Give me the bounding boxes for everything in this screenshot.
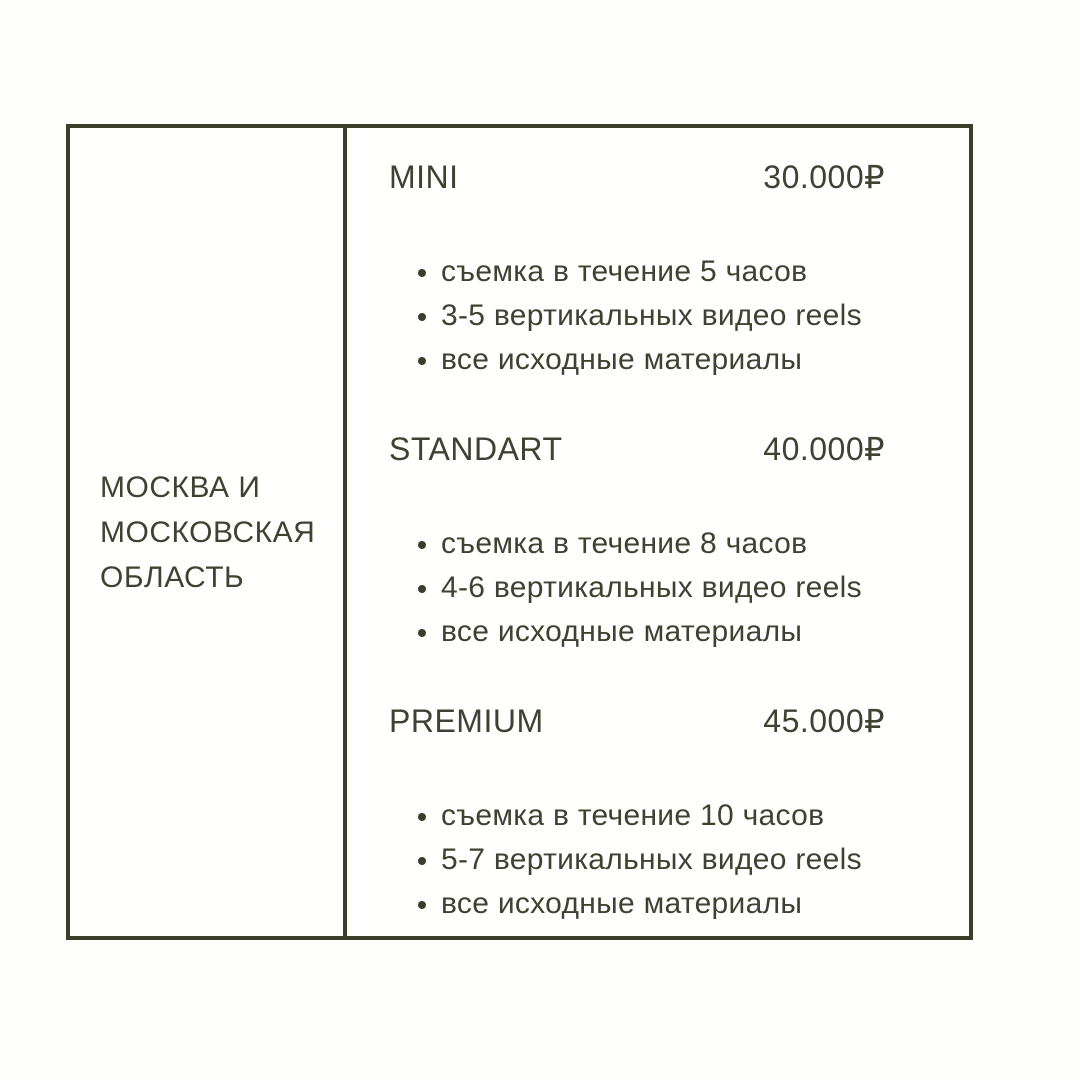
tier-name: MINI <box>389 159 459 195</box>
tier-price: 40.000₽ <box>763 431 885 467</box>
tiers-cell <box>347 128 969 936</box>
region-line-1: МОСКВА И <box>100 470 261 504</box>
feature-list <box>389 794 885 926</box>
feature-item: • съемка в течение 8 часов <box>441 522 885 566</box>
tier-name: STANDART <box>389 431 563 467</box>
feature-item: • все исходные материалы <box>441 610 885 654</box>
tier-name: PREMIUM <box>389 703 544 739</box>
feature-item: • 4-6 вертикальных видео reels <box>441 566 885 610</box>
feature-item: • все исходные материалы <box>441 882 885 926</box>
tier-mini <box>389 158 885 382</box>
feature-item: • 3-5 вертикальных видео reels <box>441 294 885 338</box>
region-line-2: МОСКОВСКАЯ <box>100 515 316 549</box>
feature-item: • 5-7 вертикальных видео reels <box>441 838 885 882</box>
feature-item: • все исходные материалы <box>441 338 885 382</box>
feature-item: • съемка в течение 5 часов <box>441 250 885 294</box>
region-line-3: ОБЛАСТЬ <box>100 560 245 594</box>
tier-header <box>389 702 885 740</box>
tier-price: 30.000₽ <box>763 159 885 195</box>
tier-header <box>389 158 885 196</box>
region-label <box>100 465 315 600</box>
tier-header <box>389 430 885 468</box>
tier-premium <box>389 702 885 926</box>
feature-list <box>389 522 885 654</box>
pricing-table <box>66 124 973 940</box>
region-cell <box>70 128 347 936</box>
tier-standart <box>389 430 885 654</box>
feature-list <box>389 250 885 382</box>
tier-price: 45.000₽ <box>763 703 885 739</box>
feature-item: • съемка в течение 10 часов <box>441 794 885 838</box>
